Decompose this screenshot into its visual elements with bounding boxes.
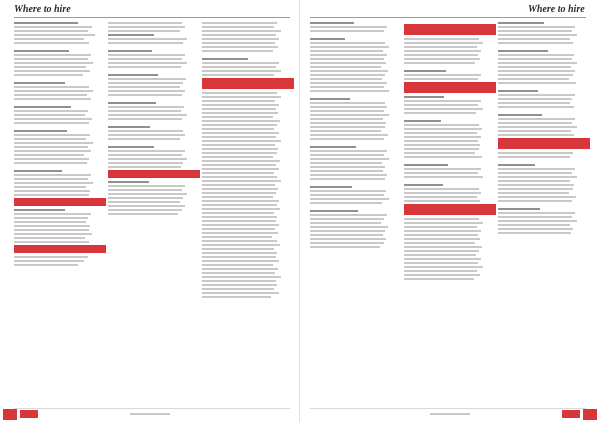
running-header-right: Where to hire	[528, 4, 585, 15]
right-page	[300, 0, 600, 422]
footer-rule-left	[14, 408, 290, 409]
section-heading-bar	[14, 198, 106, 206]
column-6	[498, 22, 590, 236]
footer-rule-right	[310, 408, 586, 409]
column-2	[108, 22, 200, 217]
section-heading-bar	[202, 78, 294, 89]
footer-url-right	[430, 413, 470, 415]
section-heading-bar	[14, 245, 106, 253]
section-heading-bar	[404, 82, 496, 93]
brand-logo-left	[20, 410, 38, 418]
brand-logo-right	[562, 410, 580, 418]
section-heading-bar	[108, 170, 200, 178]
section-heading-bar	[498, 138, 590, 149]
header-rule-left	[14, 17, 290, 18]
page-number-left	[3, 409, 17, 420]
running-header-left: Where to hire	[14, 4, 71, 15]
footer-url-left	[130, 413, 170, 415]
column-5	[404, 22, 496, 282]
column-1	[14, 22, 106, 268]
section-heading-bar	[404, 24, 496, 35]
column-4	[310, 22, 402, 250]
section-heading-bar	[404, 204, 496, 215]
page-number-right	[583, 409, 597, 420]
column-3	[202, 22, 294, 300]
header-rule-right	[310, 17, 586, 18]
